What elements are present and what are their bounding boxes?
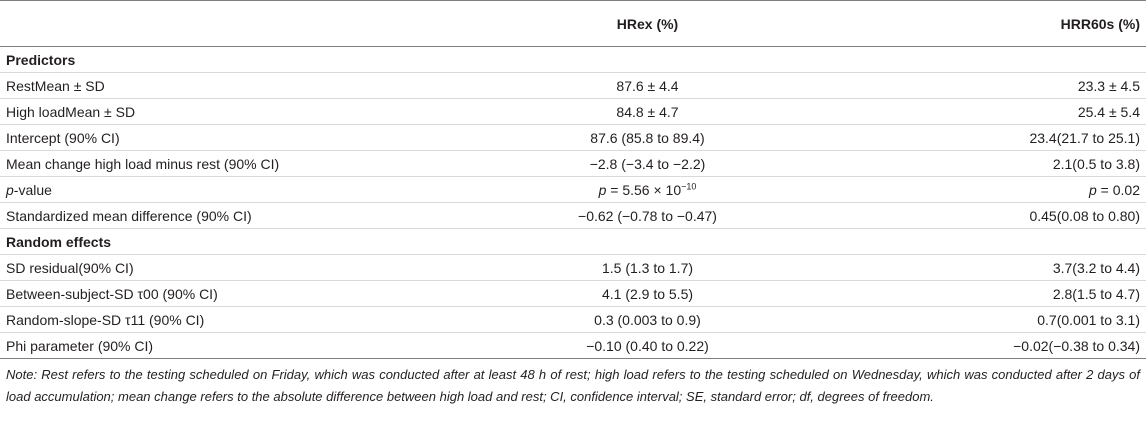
cell-hrex: 0.3 (0.003 to 0.9) (470, 307, 825, 333)
p-value-text: = 0.02 (1096, 181, 1140, 198)
section-row-random-effects (0, 229, 1146, 255)
cell-hrr60s: −0.02(−0.38 to 0.34) (825, 333, 1146, 359)
table-row-intercept (0, 125, 1146, 151)
row-label: SD residual(90% CI) (0, 255, 470, 281)
table-row-p-value (0, 177, 1146, 203)
table-row-rest-mean (0, 73, 1146, 99)
cell-hrex: 87.6 (85.8 to 89.4) (470, 125, 825, 151)
header-hrex: HRex (%) (470, 1, 825, 47)
cell-hrex (470, 177, 825, 203)
row-label: Between-subject-SD τ00 (90% CI) (0, 281, 470, 307)
p-exponent: −10 (681, 180, 697, 191)
row-label: Phi parameter (90% CI) (0, 333, 470, 359)
cell-hrr60s (825, 177, 1146, 203)
table-row-sd-residual (0, 255, 1146, 281)
section-label-predictors: Predictors (0, 47, 470, 73)
p-value-text: = 5.56 × 10 (606, 181, 682, 198)
table-row-smd (0, 203, 1146, 229)
cell-hrr60s: 0.7(0.001 to 3.1) (825, 307, 1146, 333)
table-row-high-load-mean (0, 99, 1146, 125)
cell-hrex: 87.6 ± 4.4 (470, 73, 825, 99)
cell-hrr60s: 3.7(3.2 to 4.4) (825, 255, 1146, 281)
cell-hrex: −0.62 (−0.78 to −0.47) (470, 203, 825, 229)
cell-hrex: 4.1 (2.9 to 5.5) (470, 281, 825, 307)
cell-hrr60s: 23.4(21.7 to 25.1) (825, 125, 1146, 151)
p-label-suffix: -value (13, 181, 52, 198)
row-label: RestMean ± SD (0, 73, 470, 99)
row-label: Mean change high load minus rest (90% CI) (0, 151, 470, 177)
row-label: Standardized mean difference (90% CI) (0, 203, 470, 229)
table-row-mean-change (0, 151, 1146, 177)
row-label (0, 177, 470, 203)
p-symbol: p (1089, 181, 1097, 198)
cell-hrex: 84.8 ± 4.7 (470, 99, 825, 125)
row-label: Random-slope-SD τ11 (90% CI) (0, 307, 470, 333)
cell-hrr60s: 2.1(0.5 to 3.8) (825, 151, 1146, 177)
row-label: Intercept (90% CI) (0, 125, 470, 151)
table-row-random-slope (0, 307, 1146, 333)
table-row-between-subject (0, 281, 1146, 307)
header-hrr60s: HRR60s (%) (825, 1, 1146, 47)
cell-hrex: −0.10 (0.40 to 0.22) (470, 333, 825, 359)
section-row-predictors (0, 47, 1146, 73)
table-header-row (0, 1, 1146, 47)
cell-hrr60s: 0.45(0.08 to 0.80) (825, 203, 1146, 229)
cell-hrr60s: 25.4 ± 5.4 (825, 99, 1146, 125)
table-row-phi (0, 333, 1146, 359)
cell-hrex: 1.5 (1.3 to 1.7) (470, 255, 825, 281)
p-italic-label: p (6, 181, 14, 198)
row-label: High loadMean ± SD (0, 99, 470, 125)
cell-hrr60s: 2.8(1.5 to 4.7) (825, 281, 1146, 307)
cell-hrr60s: 23.3 ± 4.5 (825, 73, 1146, 99)
section-label-random-effects: Random effects (0, 229, 470, 255)
header-empty-cell (0, 1, 470, 47)
cell-hrex: −2.8 (−3.4 to −2.2) (470, 151, 825, 177)
table-footnote: Note: Rest refers to the testing scheduled on Friday, which was conducted after at least 48 h of rest; high load refers to the testing scheduled on Wednesday, which was conducted after 2 days of load accumulation; mean change refers to the absolute difference between high load and rest; CI, confidence interval; SE, standard error; df, degrees of freedom. (6, 367, 1140, 404)
p-symbol: p (598, 181, 607, 198)
